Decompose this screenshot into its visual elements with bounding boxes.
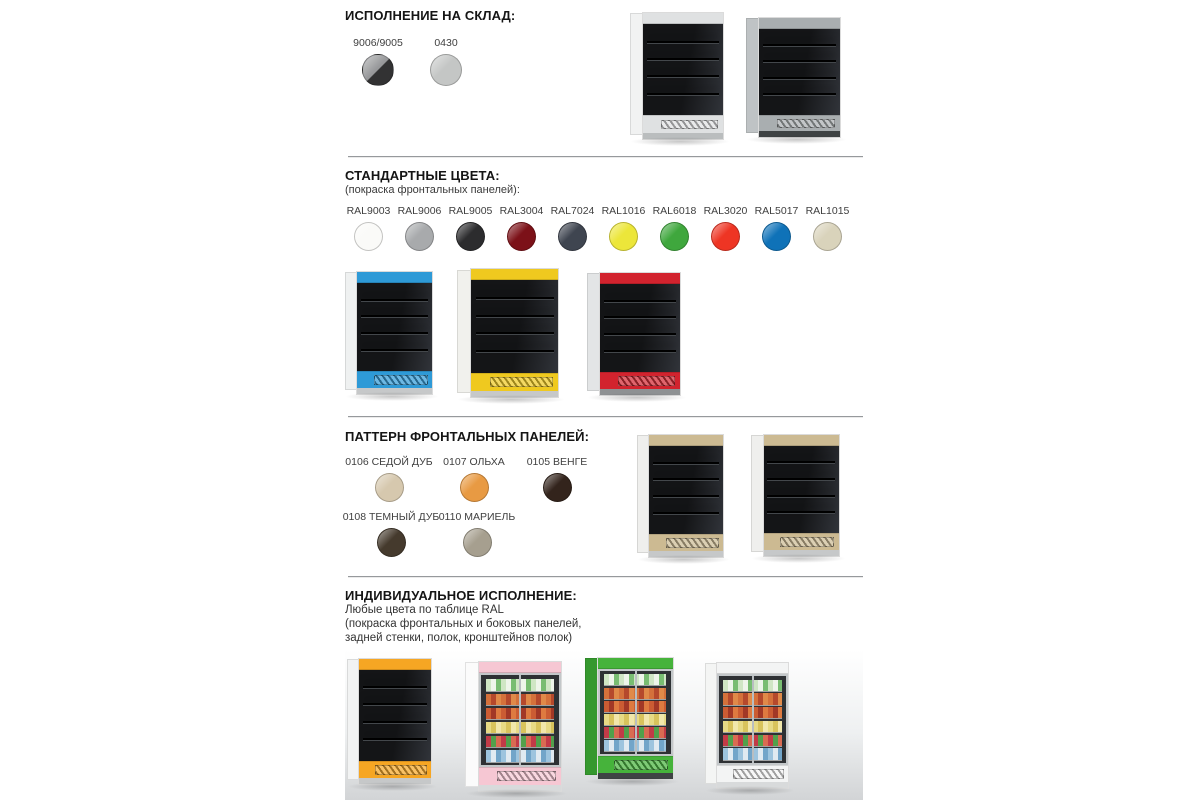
swatch-label: RAL9005	[448, 205, 493, 217]
shelf	[363, 686, 428, 688]
cabinet-front	[478, 661, 562, 792]
swatch-color-circle	[609, 222, 638, 251]
swatch-color-circle	[558, 222, 587, 251]
shelf	[476, 315, 554, 317]
shelf	[476, 297, 554, 299]
cabinet-base	[598, 773, 673, 779]
shelf	[653, 478, 719, 480]
cabinet-kick-panel	[759, 115, 840, 131]
color-swatch-RAL3020	[700, 205, 751, 251]
swatch-label: RAL5017	[754, 205, 799, 217]
cabinet-canopy	[359, 659, 431, 670]
cabinet-side-panel	[587, 273, 599, 391]
shelf	[361, 315, 428, 317]
cabinet-side-panel	[345, 272, 356, 390]
swatch-color-circle	[377, 528, 406, 557]
swatch-color-circle	[543, 473, 572, 502]
shelf	[361, 299, 428, 301]
cabinet-side-panel	[751, 435, 763, 552]
cabinet-canopy	[600, 273, 680, 284]
cabinet-side-panel	[705, 663, 716, 784]
cabinet-image-blue	[345, 271, 433, 395]
swatch-label: RAL7024	[550, 205, 595, 217]
cabinet-canopy	[479, 662, 561, 673]
shelf	[763, 77, 836, 79]
cabinet-side-panel	[347, 659, 358, 780]
swatch-color-circle	[762, 222, 791, 251]
swatch-label: 0105 ВЕНГЕ	[526, 456, 588, 468]
swatch-color-circle	[813, 222, 842, 251]
swatch-label: RAL6018	[652, 205, 697, 217]
cabinet-front	[642, 12, 724, 140]
cabinet-interior	[759, 29, 840, 115]
swatch-label: 0110 МАРИЕЛЬ	[438, 511, 516, 523]
section-title-patterns: ПАТТЕРН ФРОНТАЛЬНЫХ ПАНЕЛЕЙ:	[345, 429, 589, 444]
swatch-color-circle	[362, 54, 394, 86]
shelf	[604, 333, 676, 335]
shelf	[767, 461, 835, 463]
shelf	[647, 75, 719, 77]
color-swatch-RAL9005	[445, 205, 496, 251]
shelf	[647, 93, 719, 95]
cabinet-interior	[649, 446, 723, 534]
shelf	[361, 332, 428, 334]
cabinet-image-white	[705, 662, 789, 789]
cabinet-interior	[359, 670, 431, 761]
cabinet-side-panel	[637, 435, 648, 553]
cabinet-image-orange	[347, 658, 432, 785]
shelf	[604, 350, 676, 352]
cabinet-front	[597, 657, 674, 780]
swatch-color-circle	[463, 528, 492, 557]
vent-grille	[490, 377, 552, 387]
cabinet-front	[716, 662, 789, 789]
color-swatch-RAL9003	[343, 205, 394, 251]
color-swatch-RAL6018	[649, 205, 700, 251]
pattern-swatch-0108-dark-oak	[342, 511, 440, 557]
cabinet-kick-panel	[764, 533, 839, 550]
shelf	[604, 316, 676, 318]
vent-grille	[614, 760, 668, 769]
color-swatch-0430	[420, 37, 472, 86]
vent-grille	[666, 538, 719, 548]
glass-door-divider	[635, 671, 637, 755]
custom-description-line: (покраска фронтальных и боковых панелей,	[345, 618, 582, 630]
cabinet-front	[356, 271, 433, 395]
cabinet-base	[357, 388, 432, 394]
cabinet-base	[600, 389, 680, 395]
cabinet-kick-panel	[600, 372, 680, 389]
color-swatch-RAL1016	[598, 205, 649, 251]
swatch-color-circle	[375, 473, 404, 502]
swatch-color-circle	[660, 222, 689, 251]
cabinet-interior	[600, 284, 680, 372]
vent-grille	[733, 769, 784, 779]
cabinet-canopy	[717, 663, 788, 674]
shelf	[604, 300, 676, 302]
cabinet-kick-panel	[357, 371, 432, 388]
cabinet-side-panel	[630, 13, 642, 135]
swatch-label: RAL9006	[397, 205, 442, 217]
shelf	[763, 93, 836, 95]
cabinet-interior	[479, 673, 561, 766]
pattern-swatch-0110-mariel	[438, 511, 516, 557]
swatch-label: 0430	[434, 37, 458, 49]
section-subtitle-standard-colors: (покраска фронтальных панелей):	[345, 184, 520, 196]
cabinet-image-red	[587, 272, 681, 396]
cabinet-image-wood-2	[751, 434, 840, 557]
shelf	[363, 703, 428, 705]
color-swatch-RAL5017	[751, 205, 802, 251]
cabinet-interior	[764, 446, 839, 534]
swatch-color-circle	[405, 222, 434, 251]
cabinet-side-panel	[457, 270, 470, 394]
swatch-label: RAL1015	[805, 205, 850, 217]
custom-description	[345, 603, 582, 645]
cabinet-kick-panel	[598, 756, 673, 773]
swatch-label: 0108 ТЕМНЫЙ ДУБ	[342, 511, 440, 523]
color-swatch-RAL7024	[547, 205, 598, 251]
shelf	[763, 60, 836, 62]
shelf	[476, 350, 554, 352]
pattern-swatch-0105-wenge	[520, 456, 594, 502]
pattern-swatch-0106-gray-oak	[345, 456, 433, 502]
cabinet-image-stock-gray	[746, 17, 841, 138]
shelf	[767, 511, 835, 513]
swatch-label: RAL9003	[346, 205, 391, 217]
cabinet-interior	[643, 24, 723, 115]
cabinet-interior	[357, 283, 432, 371]
shelf	[653, 462, 719, 464]
shelf	[363, 721, 428, 723]
cabinet-kick-panel	[471, 373, 558, 391]
vent-grille	[661, 120, 718, 130]
swatch-color-circle	[430, 54, 462, 86]
swatch-label: 0106 СЕДОЙ ДУБ	[345, 456, 433, 468]
cabinet-canopy	[598, 658, 673, 669]
cabinet-canopy	[759, 18, 840, 29]
glass-door-divider	[752, 676, 754, 763]
color-swatch-RAL1015	[802, 205, 853, 251]
section-title-standard-colors: СТАНДАРТНЫЕ ЦВЕТА:	[345, 168, 500, 183]
swatch-label: RAL1016	[601, 205, 646, 217]
cabinet-kick-panel	[479, 767, 561, 785]
color-swatch-RAL3004	[496, 205, 547, 251]
shelf	[361, 349, 428, 351]
cabinet-kick-panel	[717, 765, 788, 782]
custom-description-line: Любые цвета по таблице RAL	[345, 604, 504, 616]
cabinet-base	[764, 550, 839, 556]
cabinet-interior	[598, 669, 673, 757]
ral-color-swatch-row	[343, 205, 855, 251]
cabinet-base	[359, 778, 431, 784]
cabinet-image-pink	[465, 661, 562, 792]
cabinet-base	[717, 782, 788, 788]
color-swatch-9006-9005	[345, 37, 411, 86]
cabinet-canopy	[357, 272, 432, 283]
section-divider	[348, 156, 863, 157]
section-title-custom: ИНДИВИДУАЛЬНОЕ ИСПОЛНЕНИЕ:	[345, 588, 577, 603]
shelf	[653, 495, 719, 497]
cabinet-kick-panel	[359, 761, 431, 778]
cabinet-side-panel	[465, 662, 478, 786]
cabinet-front	[648, 434, 724, 558]
cabinet-base	[479, 785, 561, 791]
cabinet-front	[758, 17, 841, 138]
shelf	[653, 512, 719, 514]
cabinet-base	[643, 133, 723, 139]
cabinet-interior	[471, 280, 558, 373]
cabinet-canopy	[649, 435, 723, 446]
vent-grille	[375, 765, 427, 775]
cabinet-front	[470, 268, 559, 398]
pattern-swatch-0107-alder	[432, 456, 516, 502]
swatch-color-circle	[507, 222, 536, 251]
swatch-label: 0107 ОЛЬХА	[443, 456, 505, 468]
cabinet-canopy	[764, 435, 839, 446]
vent-grille	[374, 375, 428, 385]
cabinet-interior	[717, 674, 788, 765]
cabinet-kick-panel	[649, 534, 723, 551]
cabinet-kick-panel	[643, 115, 723, 132]
swatch-label: 9006/9005	[353, 37, 403, 49]
swatch-label: RAL3004	[499, 205, 544, 217]
cabinet-front	[599, 272, 681, 396]
vent-grille	[618, 376, 675, 386]
cabinet-base	[759, 131, 840, 137]
vent-grille	[780, 537, 834, 546]
shelf	[647, 41, 719, 43]
cabinet-image-stock-light-gray	[630, 12, 724, 140]
cabinet-base	[649, 551, 723, 557]
shelf	[476, 332, 554, 334]
glass-door-divider	[519, 675, 521, 764]
cabinet-image-yellow	[457, 268, 559, 398]
cabinet-side-panel	[585, 658, 597, 775]
vent-grille	[497, 771, 556, 781]
cabinet-base	[471, 391, 558, 397]
swatch-color-circle	[460, 473, 489, 502]
swatch-color-circle	[711, 222, 740, 251]
section-divider	[348, 416, 863, 417]
custom-description-line: задней стенки, полок, кронштейнов полок)	[345, 632, 573, 644]
swatch-color-circle	[354, 222, 383, 251]
shelf	[363, 738, 428, 740]
vent-grille	[777, 119, 835, 128]
section-title-stock: ИСПОЛНЕНИЕ НА СКЛАД:	[345, 8, 516, 23]
cabinet-front	[358, 658, 432, 785]
section-divider	[348, 576, 863, 577]
cabinet-canopy	[471, 269, 558, 280]
shelf	[767, 495, 835, 497]
cabinet-canopy	[643, 13, 723, 24]
swatch-color-circle	[456, 222, 485, 251]
shelf	[647, 58, 719, 60]
shelf	[767, 478, 835, 480]
shelf	[763, 44, 836, 46]
swatch-label: RAL3020	[703, 205, 748, 217]
cabinet-side-panel	[746, 18, 758, 133]
color-swatch-RAL9006	[394, 205, 445, 251]
cabinet-image-wood-1	[637, 434, 724, 558]
cabinet-front	[763, 434, 840, 557]
cabinet-image-green	[585, 657, 674, 780]
